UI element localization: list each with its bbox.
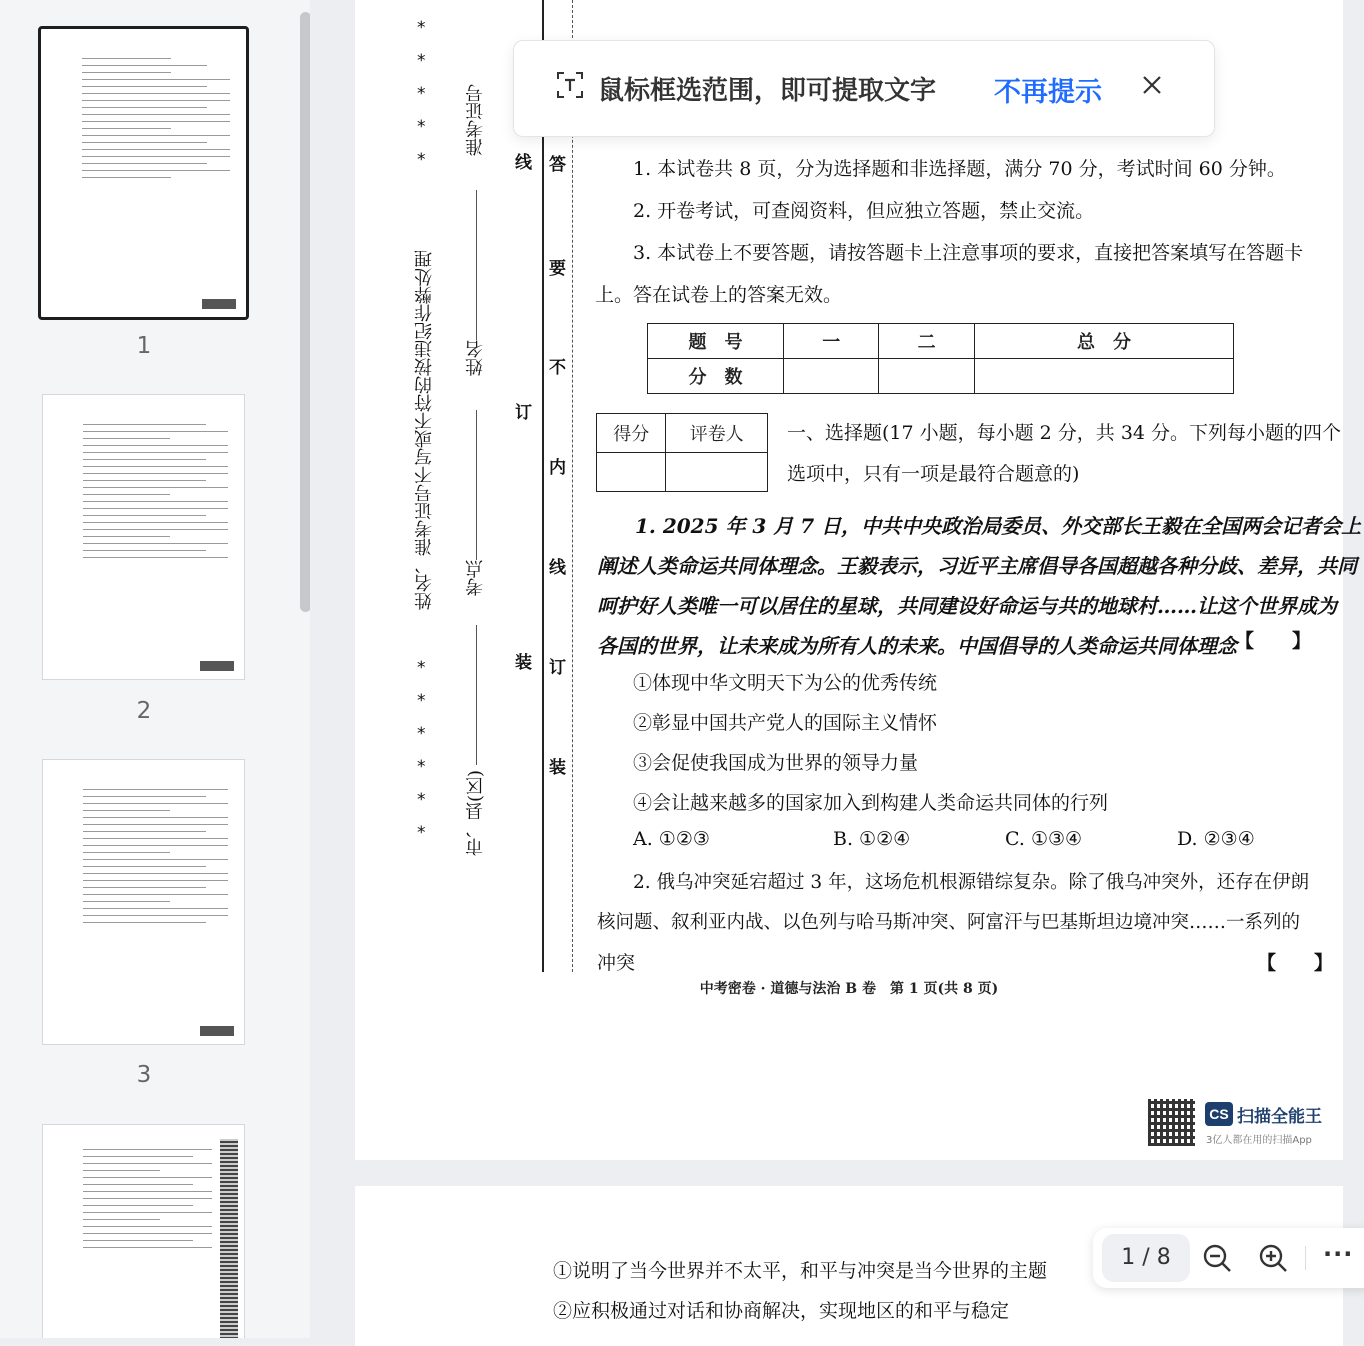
score-cell-total (974, 359, 1233, 394)
site-line (476, 625, 477, 765)
warn-char-6: 订 (549, 658, 566, 678)
thumbnail-barcode (220, 1139, 238, 1338)
thumbnail-content (83, 783, 228, 1010)
q2-line-2: 核问题、叙利亚内战、以色列与哈马斯冲突、阿富汗与巴基斯坦边境冲突……一系列的 (597, 912, 1301, 933)
score-header-number: 题 号 (648, 324, 784, 359)
q2-answer-bracket: 【 】 (1257, 952, 1334, 974)
section-title-line-1: 一、选择题(17 小题，每小题 2 分，共 34 分。下列每小题的四个 (787, 422, 1342, 444)
name-label: 姓名 (465, 340, 486, 376)
warn-char-1: 答 (549, 155, 566, 175)
q1-option-1: ①体现中华文明天下为公的优秀传统 (633, 672, 938, 694)
grader-score-label: 得分 (597, 414, 666, 453)
more-options-button[interactable]: ··· (1323, 1240, 1354, 1268)
binding-warning: 姓名、准考证号不写或不符的按违纪作弊处理 (414, 250, 435, 610)
document-viewer (322, 0, 1364, 1338)
thumbnail-number-2: 2 (136, 698, 152, 724)
section-title-line-2: 选项中，只有一项是最符合题意的) (787, 463, 1080, 485)
q1-choice-b: B. ①②④ (833, 828, 911, 850)
page2-line-1: ①说明了当今世界并不太平，和平与冲突是当今世界的主题 (553, 1260, 1048, 1282)
q1-answer-bracket: 【 】 (1235, 630, 1312, 652)
seal-char-line: 线 (515, 153, 532, 173)
text-select-icon (556, 71, 584, 99)
score-header-one: 一 (784, 324, 879, 359)
score-header-total: 总 分 (974, 324, 1233, 359)
page2-line-2: ②应积极通过对话和协商解决，实现地区的和平与稳定 (553, 1300, 1010, 1322)
page-thumbnail-1[interactable] (38, 26, 249, 320)
q1-line-2: 阐述人类命运共同体理念。王毅表示，习近平主席倡导各国超越各种分歧、差异，共同 (597, 554, 1357, 578)
thumbnail-content (83, 418, 228, 645)
city-label: 市、县(区) (465, 770, 486, 857)
thumbnail-panel (0, 0, 310, 1338)
note-1: 1. 本试卷共 8 页，分为选择题和非选择题，满分 70 分，考试时间 60 分钟。 (633, 158, 1286, 180)
page-indicator[interactable]: 1 / 8 (1102, 1234, 1190, 1282)
document-page-1 (355, 0, 1362, 1160)
dont-show-again-button[interactable]: 不再提示 (994, 77, 1102, 108)
thumbnail-number-3: 3 (136, 1062, 152, 1088)
page-footer: 中考密卷 · 道德与法治 B 卷 第 1 页(共 8 页) (699, 981, 999, 997)
score-table (647, 323, 1234, 394)
thumbnail-logo (200, 661, 234, 671)
zoom-out-icon[interactable] (1201, 1242, 1233, 1274)
exam-id-line (476, 190, 477, 340)
seal-char-bind: 订 (515, 403, 532, 423)
binding-stars-top: * * * * * (417, 18, 426, 170)
note-3: 3. 本试卷上不要答题，请按答题卡上注意事项的要求，直接把答案填写在答题卡 (633, 242, 1304, 264)
q1-option-2: ②彰显中国共产党人的国际主义情怀 (633, 712, 938, 734)
q1-option-3: ③会促使我国成为世界的领导力量 (633, 752, 919, 774)
site-label: 考点 (465, 560, 486, 596)
q1-option-4: ④会让越来越多的国家加入到构建人类命运共同体的行列 (633, 792, 1109, 814)
q2-line-3: 冲突 (597, 952, 636, 974)
q2-line-1: 2. 俄乌冲突延宕超过 3 年，这场危机根源错综复杂。除了俄乌冲突外，还存在伊朗 (633, 872, 1310, 893)
thumbnail-number-1: 1 (136, 333, 152, 359)
warn-char-7: 装 (549, 758, 566, 778)
q1-choice-d: D. ②③④ (1177, 828, 1255, 850)
binding-line (542, 0, 544, 972)
note-2: 2. 开卷考试，可查阅资料，但应独立答题，禁止交流。 (633, 200, 1095, 222)
warn-char-3: 不 (549, 358, 566, 378)
page-thumbnail-4[interactable] (42, 1124, 245, 1338)
q1-choice-a: A. ①②③ (633, 828, 710, 850)
q1-line-3: 呵护好人类唯一可以居住的星球，共同建设好命运与共的地球村……让这个世界成为 (597, 594, 1337, 618)
q1-choice-c: C. ①③④ (1005, 828, 1083, 850)
score-cell-two (879, 359, 974, 394)
cut-line (572, 0, 573, 972)
thumbnail-content (83, 1143, 212, 1325)
warn-char-5: 线 (549, 558, 566, 578)
note-4: 上。答在试卷上的答案无效。 (595, 284, 843, 306)
page-thumbnail-3[interactable] (42, 759, 245, 1045)
score-row-label: 分 数 (648, 359, 784, 394)
score-cell-one (784, 359, 879, 394)
seal-char-pack: 装 (515, 653, 532, 673)
toolbar-separator (1305, 1246, 1306, 1270)
page-thumbnail-2[interactable] (42, 394, 245, 680)
scanner-tagline: 3亿人都在用的扫描App (1206, 1135, 1312, 1146)
q1-line-4: 各国的世界，让未来成为所有人的未来。中国倡导的人类命运共同体理念 (597, 634, 1237, 658)
close-icon[interactable] (1140, 73, 1164, 97)
ocr-tip-message: 鼠标框选范围，即可提取文字 (598, 76, 937, 106)
name-line (476, 410, 477, 560)
grader-name-label: 评卷人 (666, 414, 768, 453)
grader-table (596, 413, 768, 492)
zoom-in-icon[interactable] (1257, 1242, 1289, 1274)
warn-char-2: 要 (549, 259, 566, 279)
scanner-brand: 扫描全能王 (1237, 1107, 1322, 1127)
ocr-tip-banner (513, 40, 1215, 137)
thumbnail-logo (202, 299, 236, 309)
thumbnail-logo (200, 1026, 234, 1036)
thumbnail-content (82, 52, 230, 282)
binding-stars-bottom: * * * * * * (417, 658, 426, 843)
warn-char-4: 内 (549, 458, 566, 478)
qr-code (1148, 1099, 1195, 1146)
score-header-two: 二 (879, 324, 974, 359)
camscanner-logo: CS (1205, 1102, 1233, 1126)
exam-id-label: 准考证号 (465, 84, 486, 156)
q1-line-1: 1. 2025 年 3 月 7 日，中共中央政治局委员、外交部长王毅在全国两会记者会上 (635, 514, 1362, 538)
thumbnail-scrollbar[interactable] (300, 12, 310, 612)
zoom-toolbar (1093, 1228, 1364, 1288)
